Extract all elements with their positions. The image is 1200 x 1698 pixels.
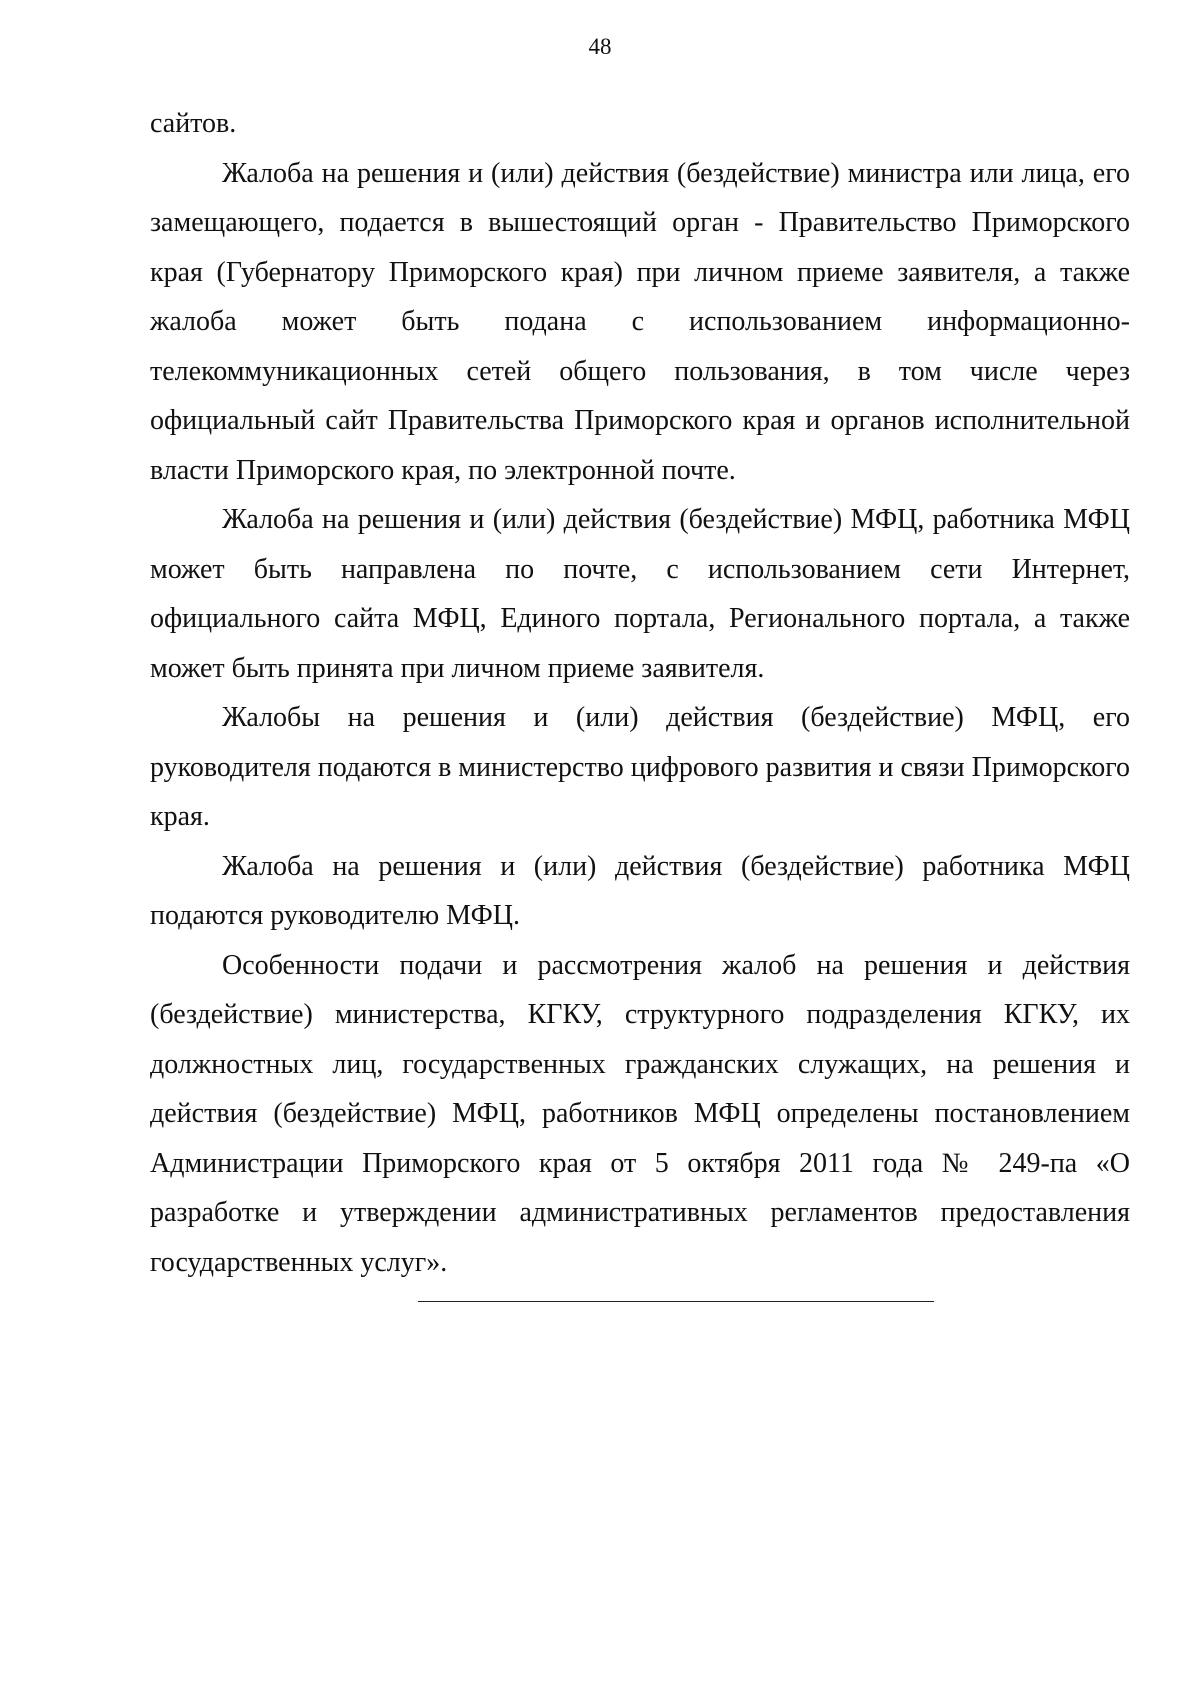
- paragraph-complaint-minister: Жалоба на решения и (или) действия (бездействие) министра или лица, его замещающего, подается в вышестоящий орган - Правительство Приморского края (Губернатору Приморского края) при личном приеме заявителя, а также жалоба может быть подана с использованием информационно-телекоммуникационных сетей общего пользования, в том числе через официальный сайт Правительства Приморского края и органов исполнительной власти Приморского края, по электронной почте.: [150, 157, 1130, 486]
- paragraph-complaint-mfc-worker: Жалоба на решения и (или) действия (бездействие) работника МФЦ подаются руководителю МФЦ.: [150, 850, 1130, 931]
- paragraph-continuation: сайтов.: [150, 108, 237, 139]
- paragraph-complaint-specifics: Особенности подачи и рассмотрения жалоб на решения и действия (бездействие) министерства, КГКУ, структурного подразделения КГКУ, их должностных лиц, государственных гражданских служащих, на решения и действия (бездействие) МФЦ, работников МФЦ определены постановлением Администрации Приморского края от 5 октября 2011 года № 249-па «О разработке и утверждении административных регламентов предоставления государственных услуг».: [150, 949, 1130, 1278]
- end-of-document-rule: [418, 1301, 934, 1302]
- page-number: 48: [588, 34, 612, 59]
- paragraph-complaint-mfc-head: Жалобы на решения и (или) действия (бездействие) МФЦ, его руководителя подаются в министерство цифрового развития и связи Приморского края.: [150, 702, 1130, 832]
- paragraph-complaint-mfc-worker-submission: Жалоба на решения и (или) действия (бездействие) МФЦ, работника МФЦ может быть направлена по почте, с использованием сети Интернет, официального сайта МФЦ, Единого портала, Регионального портала, а также может быть принята при личном приеме заявителя.: [150, 504, 1130, 684]
- document-body: [150, 99, 1130, 1287]
